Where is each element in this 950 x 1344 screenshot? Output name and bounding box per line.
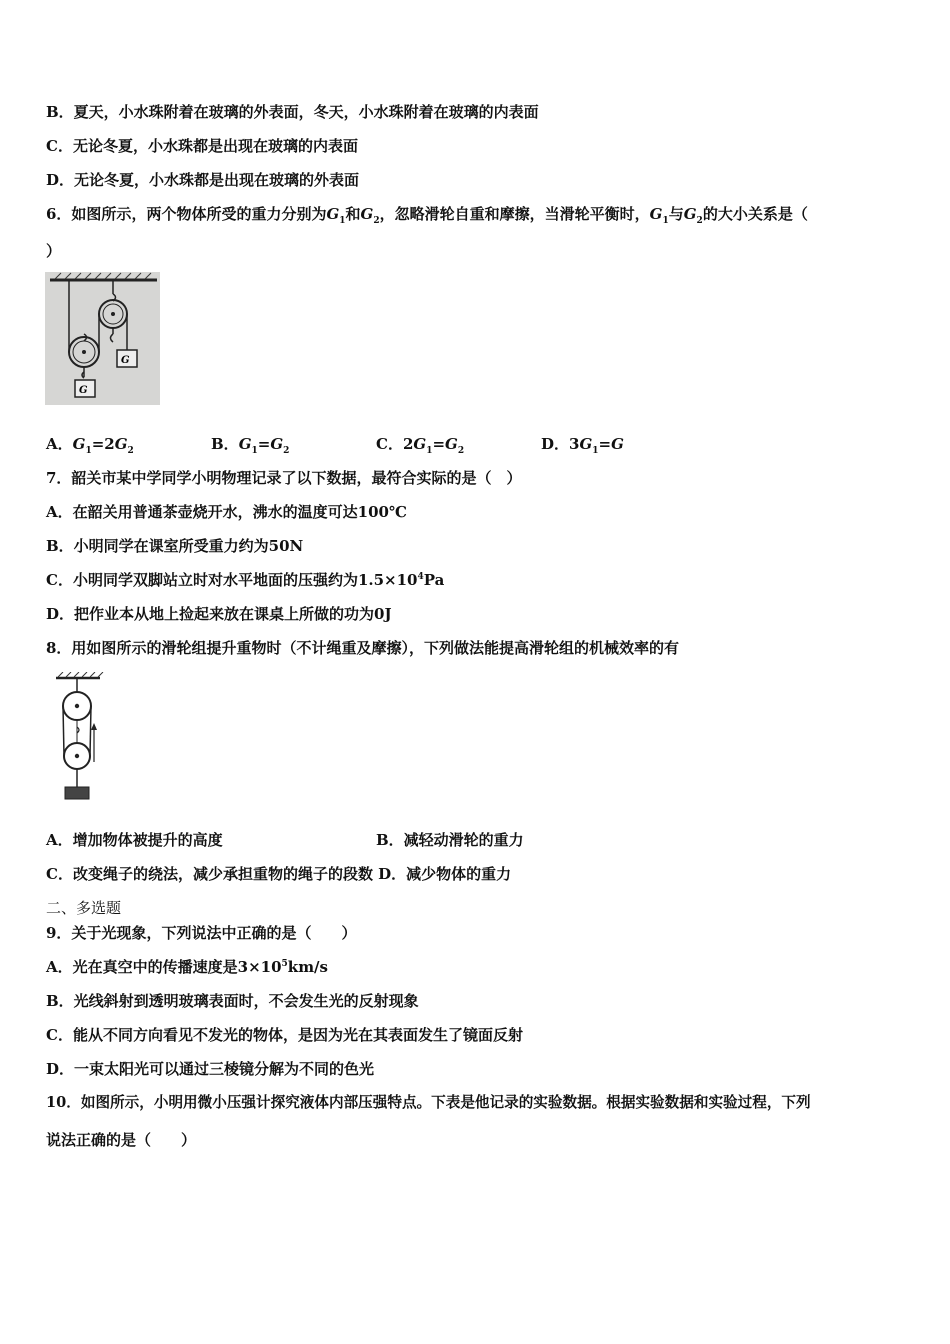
section-title: 二、多选题 (46, 899, 122, 917)
q10-stem-line1: 10．如图所示，小明用微小压强计探究液体内部压强特点。下表是他记录的实验数据。根据实验数据和实验过程，下列 (46, 1094, 811, 1111)
q7-stem: 7．韶关市某中学同学小明物理记录了以下数据，最符合实际的是（ ） (46, 469, 522, 487)
fig-label-g1: G (79, 385, 88, 396)
q7-option-b: B．小明同学在课室所受重力约为50N (46, 537, 304, 555)
q9-stem: 9．关于光现象，下列说法中正确的是（ ） (46, 924, 357, 942)
q8-option-cd: C．改变绳子的绕法，减少承担重物的绳子的段数 D．减少物体的重力 (46, 865, 512, 883)
q6-option-c: C．$2G_1=G_2$ (376, 435, 465, 456)
q6-pulley-diagram (45, 272, 160, 405)
q9-option-b: B．光线斜射到透明玻璃表面时，不会发生光的反射现象 (46, 992, 419, 1010)
q6-pulley-figure (45, 272, 160, 405)
q9-option-d: D．一束太阳光可以通过三棱镜分解为不同的色光 (46, 1060, 375, 1078)
q6-option-d: D．$3G_1=G$ (541, 435, 624, 456)
fig-label-g2: G (121, 355, 130, 366)
q9-option-a: A．光在真空中的传播速度是$3\times 10^5km/s$ (46, 958, 328, 976)
q5-option-d: D．无论冬夏，小水珠都是出现在玻璃的外表面 (46, 171, 360, 189)
q8-option-b: B．减轻动滑轮的重力 (376, 831, 524, 849)
q10-stem-line2: 说法正确的是（ ） (46, 1131, 197, 1149)
q9-option-c: C．能从不同方向看见不发光的物体，是因为光在其表面发生了镜面反射 (46, 1026, 523, 1044)
q5-option-c: C．无论冬夏，小水珠都是出现在玻璃的内表面 (46, 137, 358, 155)
q6-stem: 6．如图所示，两个物体所受的重力分别为$G_1$和$G_2$，忽略滑轮自重和摩擦，当滑轮平衡时，$G_1$与$G_2$的大小关系是（ (46, 205, 808, 226)
q8-option-a: A．增加物体被提升的高度 (46, 831, 223, 849)
q6-option-a: A．$G_1=2G_2$ (46, 435, 134, 456)
q6-option-b: B．$G_1=G_2$ (211, 435, 290, 456)
q5-option-b: B．夏天，小水珠附着在玻璃的外表面，冬天，小水珠附着在玻璃的内表面 (46, 103, 539, 121)
q8-pulley-diagram (50, 672, 110, 804)
q8-pulley-figure (50, 672, 110, 804)
q7-option-d: D．把作业本从地上捡起来放在课桌上所做的功为0J (46, 605, 392, 623)
q7-option-a: A．在韶关用普通茶壶烧开水，沸水的温度可达100℃ (46, 503, 407, 521)
q8-stem: 8．用如图所示的滑轮组提升重物时（不计绳重及摩擦），下列做法能提高滑轮组的机械效率的有 (46, 639, 679, 657)
q6-stem-close: ） (46, 242, 62, 260)
q7-option-c: C．小明同学双脚站立时对水平地面的压强约为$1.5\times 10^4Pa$ (46, 571, 445, 589)
